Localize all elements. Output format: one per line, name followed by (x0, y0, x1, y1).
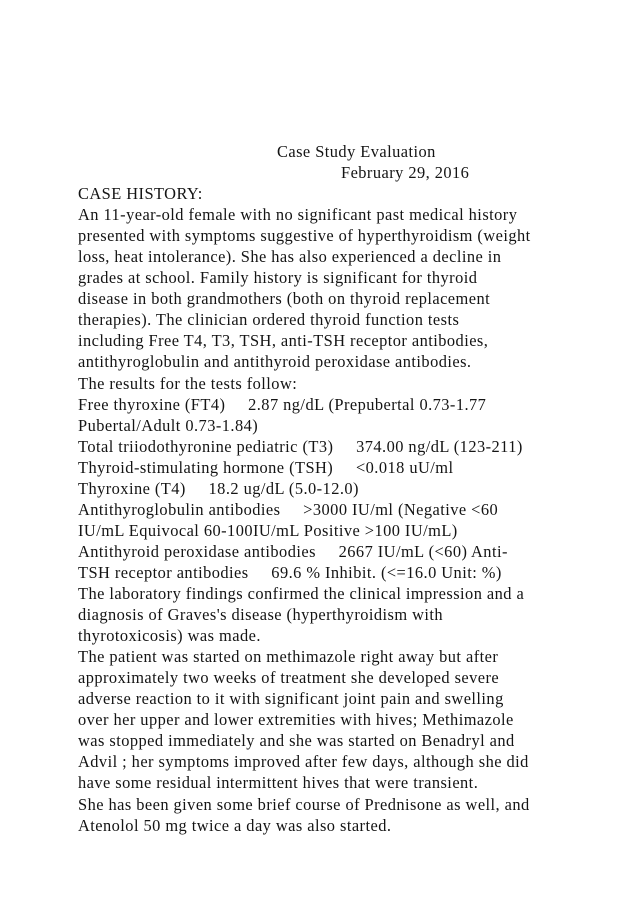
body-text-line: The patient was started on methimazole right away but after (78, 647, 499, 667)
body-text-line: Thyroid-stimulating hormone (TSH) <0.018 uU/ml (78, 457, 454, 477)
body-text-line: Atenolol 50 mg twice a day was also started. (78, 815, 392, 835)
body-text-line: The laboratory findings confirmed the clinical impression and a (78, 584, 525, 603)
body-text-line: disease in both grandmothers (both on thyroid replacement (78, 289, 491, 309)
body-text-line: Thyroxine (T4) 18.2 ug/dL (5.0-12.0) (78, 478, 359, 498)
body-text-line: over her upper and lower extremities with hives; Methimazole (78, 710, 514, 730)
body-text-line: diagnosis of Graves's disease (hyperthyroidism with (78, 605, 444, 624)
body-text-line: presented with symptoms suggestive of hyperthyroidism (weight (78, 226, 531, 246)
body-text-line: IU/mL Equivocal 60-100IU/mL Positive >100 IU/mL) (78, 520, 458, 540)
body-text-line: including Free T4, T3, TSH, anti-TSH receptor antibodies, (78, 331, 489, 351)
body-text-line: grades at school. Family history is significant for thyroid (78, 268, 478, 288)
body-text-line: loss, heat intolerance). She has also experienced a decline in (78, 247, 502, 267)
body-text-line: Free thyroxine (FT4) 2.87 ng/dL (Prepubertal 0.73-1.77 (78, 394, 487, 414)
body-text-line: Antithyroid peroxidase antibodies 2667 IU/mL (<60) Anti- (78, 541, 508, 561)
body-text-line: Advil ; her symptoms improved after few days, although she did (78, 752, 529, 772)
body-text-line: approximately two weeks of treatment she developed severe (78, 668, 500, 688)
body-text-line: Antithyroglobulin antibodies >3000 IU/ml (Negative <60 (78, 499, 499, 519)
document-title: Case Study Evaluation (277, 142, 436, 161)
body-text-line: An 11-year-old female with no significant past medical history (78, 205, 518, 225)
body-text-line: Pubertal/Adult 0.73-1.84) (78, 415, 259, 435)
section-heading: CASE HISTORY: (78, 184, 203, 203)
document-date: February 29, 2016 (341, 163, 470, 182)
body-text-line: thyrotoxicosis) was made. (78, 626, 261, 645)
body-text-line: therapies). The clinician ordered thyroid function tests (78, 310, 460, 330)
body-text-line: was stopped immediately and she was started on Benadryl and (78, 731, 515, 751)
body-text-line: adverse reaction to it with significant joint pain and swelling (78, 689, 504, 709)
body-text-line: TSH receptor antibodies 69.6 % Inhibit. (<=16.0 Unit: %) (78, 562, 502, 582)
body-text-line: antithyroglobulin and antithyroid peroxidase antibodies. (78, 352, 472, 372)
body-text-line: have some residual intermittent hives that were transient. (78, 773, 479, 793)
body-text-line: Total triiodothyronine pediatric (T3) 374.00 ng/dL (123-211) (78, 436, 523, 456)
body-text-line: The results for the tests follow: (78, 373, 298, 393)
body-text-line: She has been given some brief course of Prednisone as well, and (78, 794, 530, 814)
